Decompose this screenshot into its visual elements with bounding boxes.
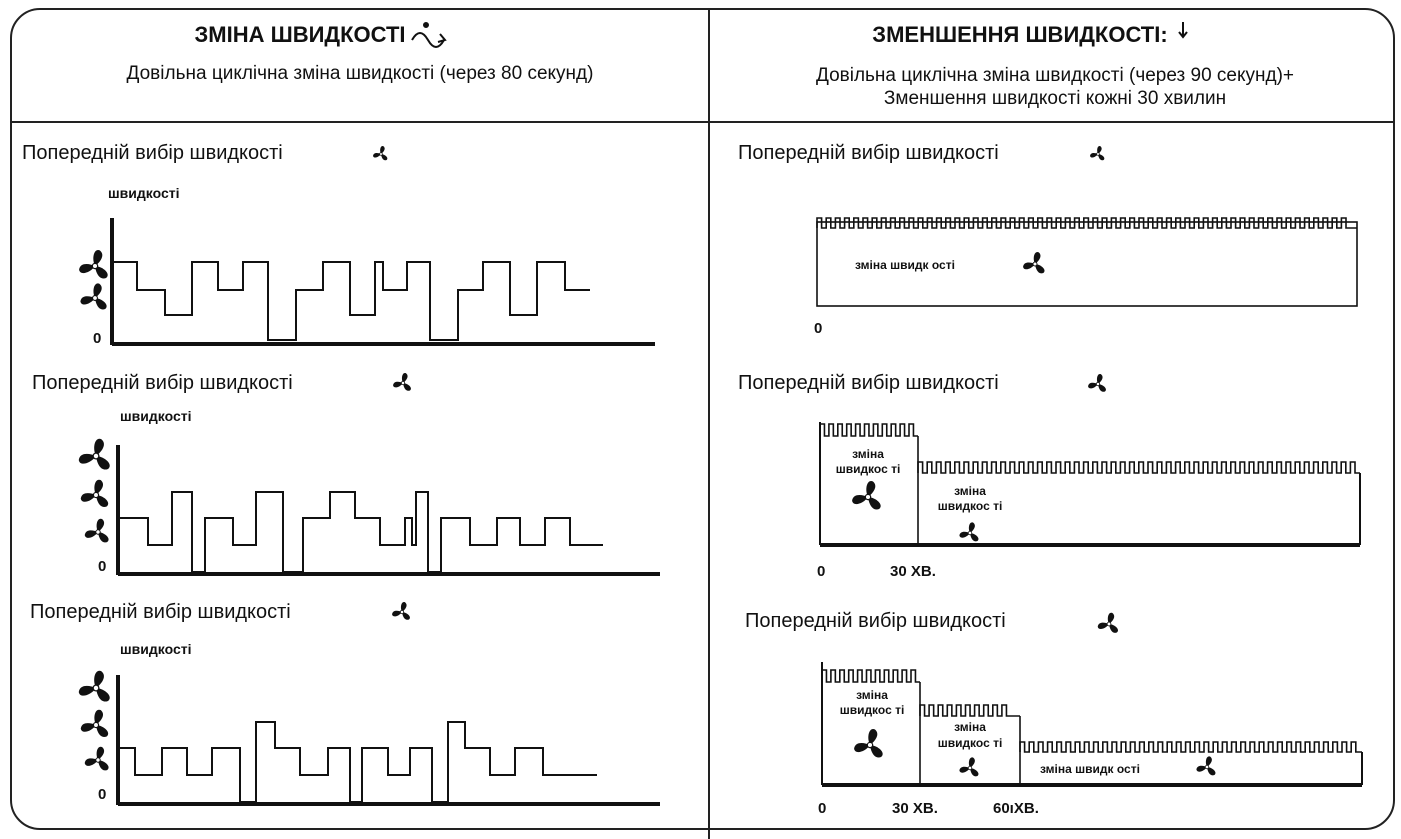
right-p3-seg2-fan-icon xyxy=(958,757,979,777)
left-p3-fan-icon-low xyxy=(83,747,110,772)
right-panel2-seg1-b: швидкос ті xyxy=(835,462,901,476)
right-p1-wave xyxy=(817,218,1357,228)
left-p1-label-fan-icon xyxy=(372,146,388,161)
left-panel2-label: Попередній вибір швидкості xyxy=(32,372,293,394)
right-panel2-seg1-a: зміна xyxy=(852,447,884,461)
right-panel3-seg2-b: швидкос ті xyxy=(937,736,1003,750)
left-p1-fan-icon-low xyxy=(79,283,108,311)
left-panel1-zero: 0 xyxy=(93,330,102,347)
left-p3-fan-icon-high xyxy=(77,671,112,704)
left-panel3-zero: 0 xyxy=(98,786,107,803)
right-p2-seg1-fan-icon xyxy=(851,481,883,511)
left-panel3-axis-title: швидкості xyxy=(120,641,192,657)
right-p2-label-fan-icon xyxy=(1087,374,1107,393)
right-p2-seg2-fan-icon xyxy=(958,522,979,542)
right-p1-label-fan-icon xyxy=(1089,146,1105,161)
right-p3-wave3 xyxy=(1020,742,1362,752)
right-panel3-seg1-a: зміна xyxy=(856,688,888,702)
left-panel1-label: Попередній вибір швидкості xyxy=(22,142,283,164)
right-panel3-t30: 30 ХВ. xyxy=(892,800,938,817)
right-panel2-seg2-b: швидкос ті xyxy=(937,499,1003,513)
right-panel3-seg3: зміна швидк ості xyxy=(1040,762,1140,776)
right-p3-wave1 xyxy=(822,670,920,682)
left-p2-speed-trace xyxy=(118,492,603,572)
right-p1-box xyxy=(817,222,1357,306)
right-panel3-seg1-b: швидкос ті xyxy=(839,703,905,717)
right-subtitle-line1: Довільна циклічна зміна швидкості (через 90 секунд)+ xyxy=(815,65,1295,86)
right-p3-seg1-fan-icon xyxy=(853,729,885,759)
left-p2-label-fan-icon xyxy=(392,373,412,392)
right-p1-seg-fan-icon xyxy=(1022,252,1046,275)
right-panel3-zero: 0 xyxy=(818,800,827,817)
right-panel2-seg2-a: зміна xyxy=(954,484,986,498)
right-p3-label-fan-icon xyxy=(1097,613,1120,634)
left-p3-fan-icon-mid xyxy=(79,710,110,739)
right-p3-wave2 xyxy=(920,705,1020,716)
left-p3-label-fan-icon xyxy=(391,602,411,621)
right-panel3-seg2-a: зміна xyxy=(954,720,986,734)
left-p2-fan-icon-high xyxy=(77,439,112,472)
left-panel1-axis-title: швидкості xyxy=(108,185,180,201)
left-p2-fan-icon-mid xyxy=(79,480,110,509)
left-title-text: ЗМІНА ШВИДКОСТІ xyxy=(194,22,406,47)
right-panel2-label: Попередній вибір швидкості xyxy=(738,372,999,394)
left-panel3-label: Попередній вибір швидкості xyxy=(30,601,291,623)
right-panel3-t60: 60ıХВ. xyxy=(993,800,1039,817)
left-subtitle: Довільна циклічна зміна швидкості (через 80 секунд) xyxy=(126,63,594,84)
right-title: ЗМЕНШЕННЯ ШВИДКОСТІ: xyxy=(872,22,1168,47)
right-p3-seg3-fan-icon xyxy=(1195,756,1216,776)
left-p1-speed-trace xyxy=(112,262,590,340)
right-subtitle-line2: Зменшення швидкості кожні 30 хвилин xyxy=(883,88,1227,109)
right-panel3-label: Попередній вибір швидкості xyxy=(745,610,1006,632)
left-p3-speed-trace xyxy=(118,722,597,802)
right-p2-wave1 xyxy=(820,424,918,436)
left-p2-fan-icon-low xyxy=(83,519,110,544)
left-panel2-axis-title: швидкості xyxy=(120,408,192,424)
left-panel2-zero: 0 xyxy=(98,558,107,575)
left-p1-fan-icon-high xyxy=(78,250,110,280)
right-panel2-t30: 30 ХВ. xyxy=(890,563,936,580)
right-panel1-zero: 0 xyxy=(814,320,823,337)
right-p2-wave2 xyxy=(918,462,1360,473)
right-panel1-seg1: зміна швидк ості xyxy=(855,258,955,272)
right-panel2-zero: 0 xyxy=(817,563,826,580)
right-panel1-label: Попередній вибір швидкості xyxy=(738,142,999,164)
